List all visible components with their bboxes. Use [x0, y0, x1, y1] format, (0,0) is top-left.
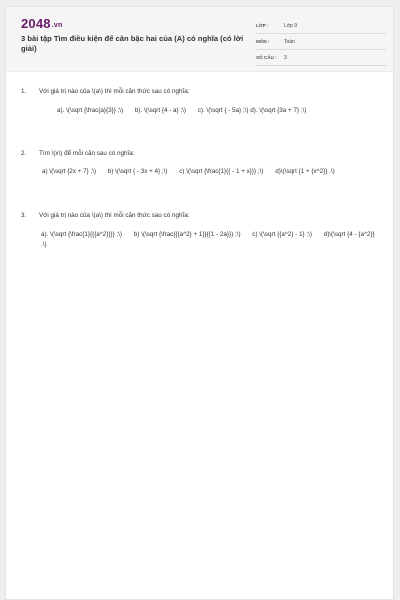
- meta-value: 3: [284, 54, 287, 61]
- question-number: 2.: [21, 150, 27, 157]
- document-title: 3 bài tập Tìm điều kiện để căn bậc hai của (A) có nghĩa (có lời giải): [21, 34, 244, 53]
- meta-label: MÔN :: [256, 39, 270, 44]
- question-text: Với giá trị nào của \(a\) thì mỗi căn thức sau có nghĩa:: [39, 212, 190, 219]
- question-1: [21, 87, 316, 116]
- answer-c: c) \(\sqrt {{a^2} - 1} ;\): [252, 231, 312, 238]
- site-logo[interactable]: 2048.vn: [21, 16, 63, 31]
- meta-value: Lớp 9: [284, 22, 298, 29]
- question-3: [21, 211, 383, 250]
- question-number: 1.: [21, 88, 27, 95]
- question-answers: [21, 167, 345, 177]
- answer-cd: c). \(\sqrt { - 5a} ;\) d). \(\sqrt {3a + 7} ;\): [197, 107, 307, 114]
- meta-row-class: [256, 18, 386, 34]
- question-text: Tìm \(x\) để mỗi căn sau có nghĩa:: [39, 150, 135, 157]
- answer-d: d)\(\sqrt {4 - {a^2}} .\): [41, 231, 375, 248]
- meta-row-count: [256, 50, 386, 66]
- meta-label: SỐ CÂU :: [256, 55, 277, 60]
- question-text: Với giá trị nào của \(a\) thì mỗi căn thức sau có nghĩa:: [39, 88, 190, 95]
- question-number: 3.: [21, 212, 27, 219]
- answer-b: b). \(\sqrt {4 - a} ;\): [134, 107, 186, 114]
- answer-a: a). \(\sqrt {\frac{a}{3}} ;\): [57, 107, 124, 114]
- answer-b: b) \(\sqrt { - 3x + 4} ;\): [107, 168, 168, 175]
- document-header: [6, 7, 393, 72]
- document-meta: [256, 18, 386, 66]
- answer-a: a) \(\sqrt {2x + 7} ;\): [42, 168, 97, 175]
- question-2: [21, 149, 345, 177]
- document-page: [5, 6, 394, 600]
- answer-a: a). \(\sqrt {\frac{1}{{{a^2}}}} ;\): [41, 231, 123, 238]
- meta-label: LỚP :: [256, 23, 269, 28]
- answer-d: d)\(\sqrt {1 + {x^2}} .\): [275, 168, 335, 175]
- question-answers: [21, 230, 383, 250]
- answer-b: b) \(\sqrt {\frac{{{a^2} + 1}}{{1 - 2a}}} ;\): [133, 231, 241, 238]
- meta-row-subject: [256, 34, 386, 50]
- answer-c: c) \(\sqrt {\frac{1}{{ - 1 + x}}} ;\): [179, 168, 264, 175]
- meta-value: Toán: [284, 38, 295, 45]
- question-answers: [21, 106, 316, 116]
